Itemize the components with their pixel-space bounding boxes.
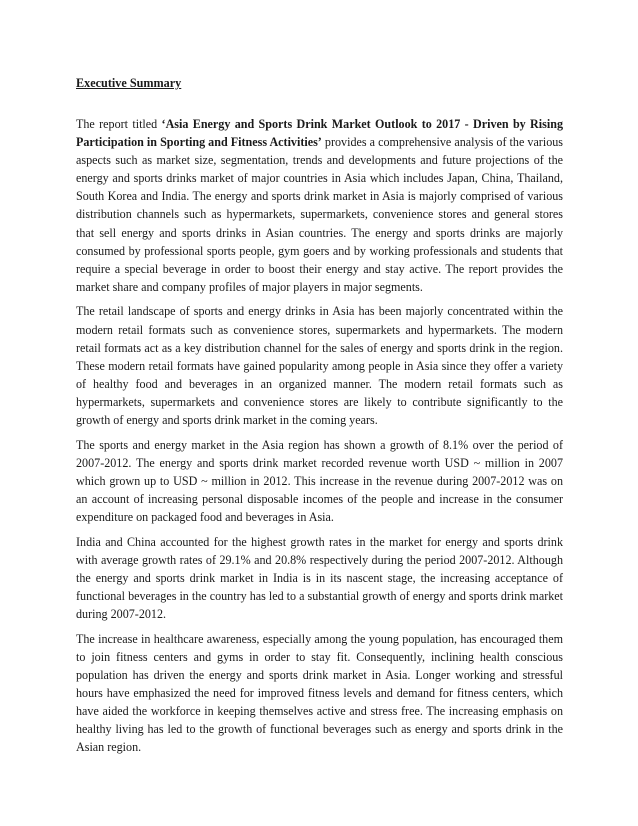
executive-summary-heading: Executive Summary (76, 76, 182, 90)
intro-paragraph (76, 115, 563, 296)
report-title: ‘Asia Energy and Sports Drink Market Outlook to 2017 - Driven by Rising Participation in Sporting and Fitness Activities’ (76, 117, 563, 150)
intro-rest-text: provides a comprehensive analysis of the various aspects such as market size, segmentation, trends and developments and future projections of the energy and sports drinks market of major countries in Asia which includes Japan, China, Thailand, South Korea and India. The energy and sports drink market in Asia is majorly comprised of various distribution channels such as hypermarkets, supermarkets, convenience stores and general stores that sell energy and sports drinks in Asian countries. The energy and sports drinks are majorly consumed by professional sports people, gym goers and by working professionals and students that require a special beverage in order to boost their energy and stay active. The report provides the market share and company profiles of major players in major segments. (76, 135, 563, 294)
document-page (76, 74, 563, 763)
health-awareness-paragraph: The increase in healthcare awareness, especially among the young population, has encouraged them to join fitness centers and gyms in order to stay fit. Consequently, inclining health conscious population has driven the energy and sports drink market in Asia. Longer working and stressful hours have emphasized the need for improved fitness levels and demand for fitness centers, which have aided the workforce in keeping themselves active and stress free. The increasing emphasis on healthy living has led to the growth of functional beverages such as energy and sports drink in the Asian region. (76, 631, 563, 755)
retail-landscape-paragraph: The retail landscape of sports and energy drinks in Asia has been majorly concentrated within the modern retail formats such as convenience stores, supermarkets and hypermarkets. The modern retail formats act as a key distribution channel for the sales of energy and sports drink in the region. These modern retail formats have gained popularity among people in Asia since they offer a variety of healthy food and beverages in an organized manner. The modern retail formats such as hypermarkets, supermarkets and convenience stores are likely to contribute significantly to the growth of energy and sports drink market in the coming years. (76, 304, 563, 427)
market-growth-paragraph: The sports and energy market in the Asia region has shown a growth of 8.1% over the period of 2007-2012. The energy and sports drink market recorded revenue worth USD ~ million in 2007 which grown up to USD ~ million in 2012. This increase in the revenue during 2007-2012 was on an account of increasing personal disposable incomes of the people and increase in the consumer expenditure on packaged food and beverages in Asia. (76, 437, 563, 524)
india-china-paragraph: India and China accounted for the highest growth rates in the market for energy and sports drink with average growth rates of 29.1% and 20.8% respectively during the period 2007-2012. Although the energy and sports drink market in India is in its nascent stage, the increasing acceptance of functional beverages in the country has led to a substantial growth of energy and sports drink market during 2007-2012. (76, 534, 563, 621)
intro-lead-text: The report titled (76, 117, 162, 131)
